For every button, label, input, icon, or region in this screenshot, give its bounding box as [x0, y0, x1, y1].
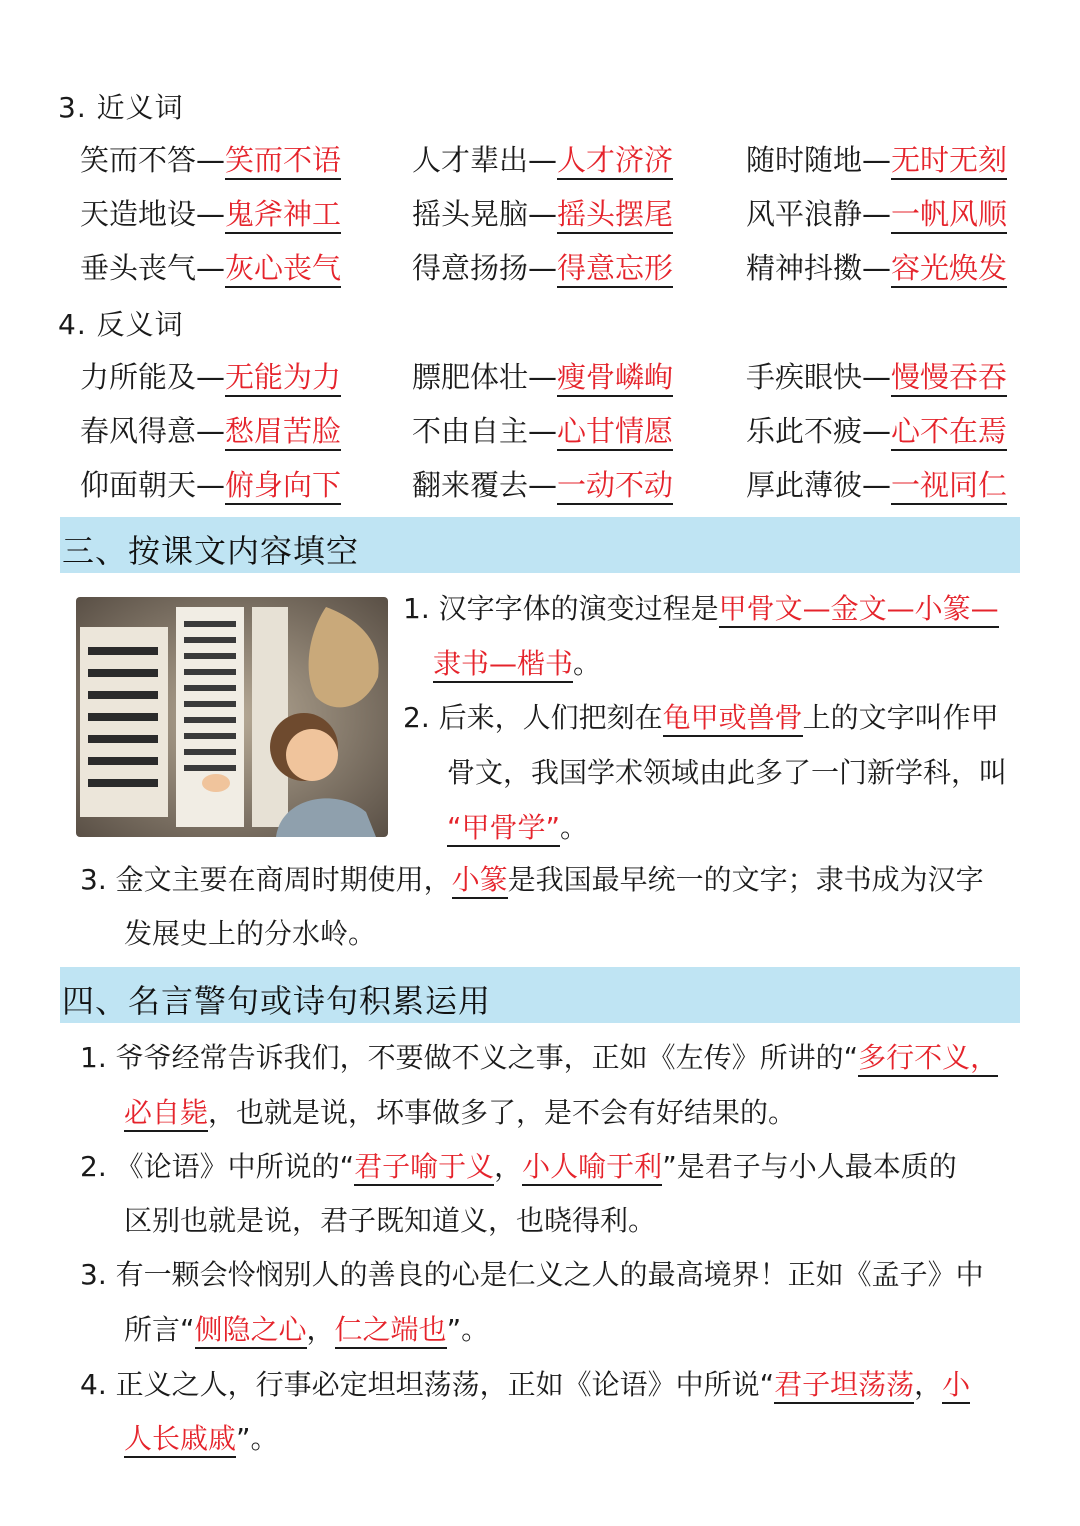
answer-text: 一动不动	[557, 468, 673, 505]
synonym-row: 天造地设—鬼斧神工 摇头晃脑—摇头摆尾 风平浪静—一帆风顺	[0, 192, 1080, 232]
antonym-row: 力所能及—无能为力 膘肥体壮—瘦骨嶙峋 手疾眼快—慢慢吞吞	[0, 355, 1080, 395]
answer-text: 愁眉苦脸	[225, 414, 341, 451]
answer-text: 无能为力	[225, 360, 341, 397]
quote-4-line-1: 4. 正义之人，行事必定坦坦荡荡，正如《论语》中所说“君子坦荡荡，小	[80, 1357, 970, 1412]
answer-text: 必自毙	[124, 1096, 208, 1132]
answer-text: 甲骨文—金文—小篆—	[719, 592, 999, 628]
answer-text: 君子坦荡荡	[774, 1368, 914, 1404]
answer-text: 摇头摆尾	[557, 197, 673, 234]
synonyms-heading: 3. 近义词	[58, 91, 184, 124]
quote-2-line-1: 2. 《论语》中所说的“君子喻于义，小人喻于利”是君子与小人最本质的	[80, 1139, 957, 1194]
quote-1-line-2: 必自毙，也就是说，坏事做多了，是不会有好结果的。	[124, 1085, 796, 1140]
answer-text: 得意忘形	[557, 251, 673, 288]
question-1-line-2: 隶书—楷书。	[433, 636, 601, 691]
answer-text: 俯身向下	[225, 468, 341, 505]
answer-text: 隶书—楷书	[433, 647, 573, 683]
antonyms-heading: 4. 反义词	[58, 308, 184, 341]
synonym-row: 笑而不答—笑而不语 人才辈出—人才济济 随时随地—无时无刻	[0, 138, 1080, 178]
section-title: 三、按课文内容填空	[62, 532, 360, 570]
answer-text: 一视同仁	[891, 468, 1007, 505]
answer-text: 无时无刻	[891, 143, 1007, 180]
answer-text: 心甘情愿	[557, 414, 673, 451]
question-3-line-1: 3. 金文主要在商周时期使用，小篆是我国最早统一的文字；隶书成为汉字	[80, 852, 984, 907]
answer-text: 侧隐之心	[195, 1313, 307, 1349]
question-2-line-1: 2. 后来，人们把刻在龟甲或兽骨上的文字叫作甲	[403, 690, 999, 745]
answer-text: 人才济济	[557, 143, 673, 180]
antonym-row: 仰面朝天—俯身向下 翻来覆去—一动不动 厚此薄彼—一视同仁	[0, 463, 1080, 503]
answer-text: “甲骨学”	[447, 811, 560, 847]
answer-text: 人长戚戚	[124, 1422, 236, 1458]
quote-4-line-2: 人长戚戚”。	[124, 1411, 279, 1466]
child-with-scrolls-icon	[76, 597, 388, 837]
question-1-line-1: 1. 汉字字体的演变过程是甲骨文—金文—小篆—	[403, 581, 999, 636]
answer-text: 笑而不语	[225, 143, 341, 180]
answer-text: 仁之端也	[335, 1313, 447, 1349]
answer-text: 龟甲或兽骨	[663, 701, 803, 737]
answer-text: 小篆	[452, 863, 508, 899]
question-2-line-2: 骨文，我国学术领域由此多了一门新学科，叫	[447, 756, 1008, 789]
quote-3-line-2: 所言“侧隐之心，仁之端也”。	[124, 1302, 489, 1357]
answer-text: 小人喻于利	[522, 1150, 662, 1186]
quote-1-line-1: 1. 爷爷经常告诉我们，不要做不义之事，正如《左传》所讲的“多行不义，	[80, 1030, 998, 1085]
section-band-fill-blank	[60, 517, 1020, 573]
question-2-line-3: “甲骨学”。	[447, 800, 588, 855]
answer-text: 多行不义，	[858, 1041, 998, 1077]
synonym-row: 垂头丧气—灰心丧气 得意扬扬—得意忘形 精神抖擞—容光焕发	[0, 246, 1080, 286]
answer-text: 一帆风顺	[891, 197, 1007, 234]
answer-text: 君子喻于义	[354, 1150, 494, 1186]
answer-text: 瘦骨嶙峋	[557, 360, 673, 397]
question-3-line-2: 发展史上的分水岭。	[124, 917, 377, 950]
answer-text: 小	[942, 1368, 970, 1404]
answer-text: 心不在焉	[891, 414, 1007, 451]
antonym-row: 春风得意—愁眉苦脸 不由自主—心甘情愿 乐此不疲—心不在焉	[0, 409, 1080, 449]
answer-text: 容光焕发	[891, 251, 1007, 288]
answer-text: 鬼斧神工	[225, 197, 341, 234]
answer-text: 慢慢吞吞	[891, 360, 1007, 397]
quote-2-line-2: 区别也就是说，君子既知道义，也晓得利。	[124, 1204, 657, 1237]
quote-3-line-1: 3. 有一颗会怜悯别人的善良的心是仁义之人的最高境界！正如《孟子》中	[80, 1258, 984, 1291]
section-title: 四、名言警句或诗句积累运用	[62, 982, 492, 1020]
oracle-bone-illustration	[76, 597, 388, 837]
answer-text: 灰心丧气	[225, 251, 341, 288]
section-band-quotes	[60, 967, 1020, 1023]
